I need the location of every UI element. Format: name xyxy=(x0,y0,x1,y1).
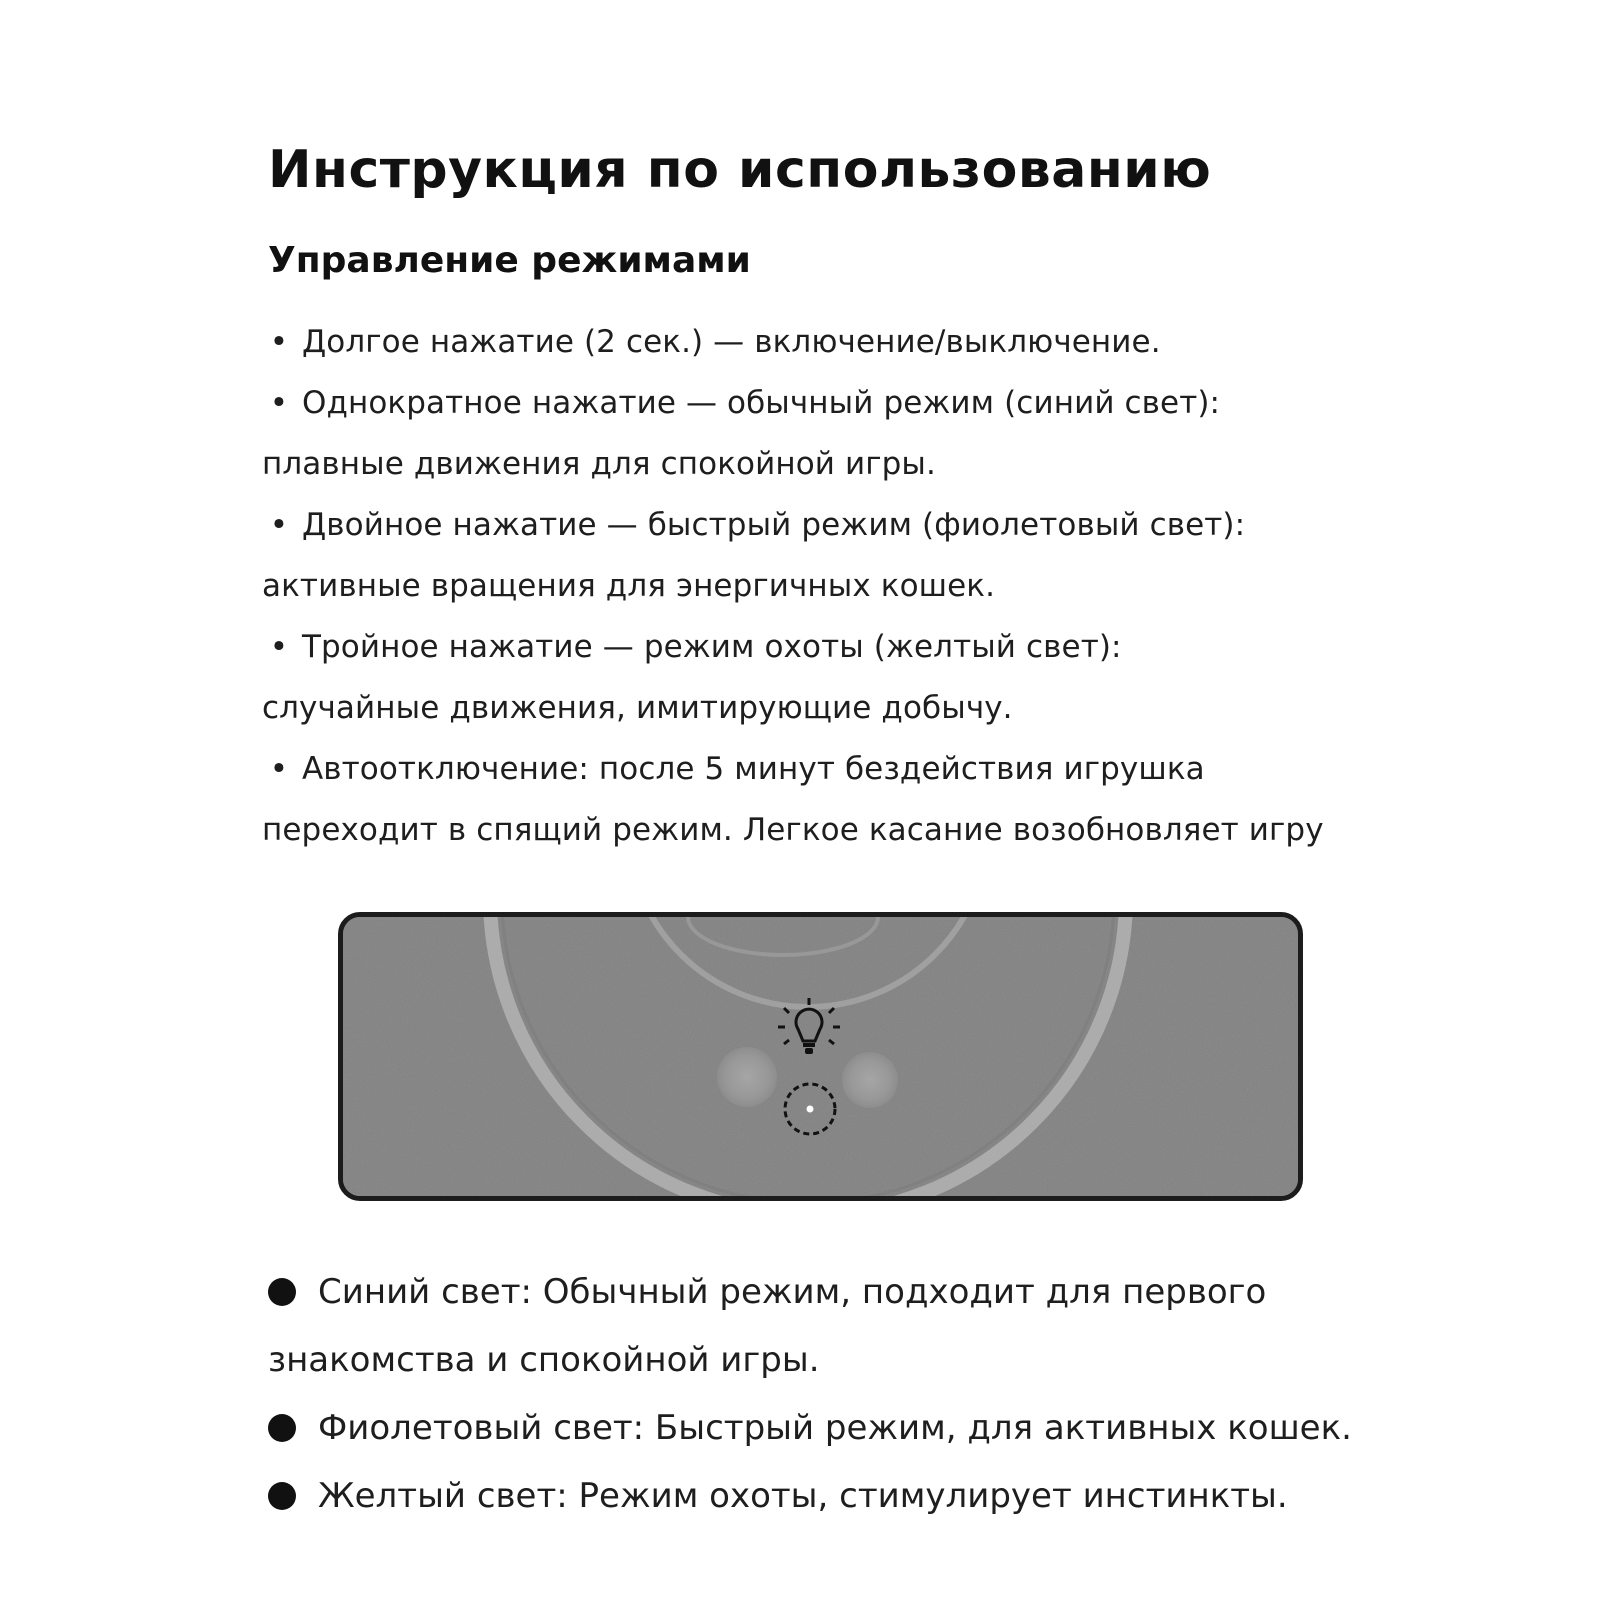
light-modes-legend xyxy=(268,1258,1418,1530)
instruction-item-power xyxy=(262,312,1372,373)
instruction-item-double-press xyxy=(262,495,1372,617)
device-illustration xyxy=(343,917,1298,1196)
instruction-text: Двойное нажатие — быстрый режим (фиолетовый свет): xyxy=(301,507,1246,543)
instructions-list xyxy=(262,312,1372,861)
page-title: Инструкция по использованию xyxy=(268,140,1212,200)
instruction-item-triple-press xyxy=(262,617,1372,739)
bullet-marker: • xyxy=(269,629,289,665)
right-sensor-bump xyxy=(842,1052,898,1108)
legend-dot xyxy=(268,1278,296,1306)
legend-item-blue xyxy=(268,1258,1418,1394)
legend-text-continued: знакомства и спокойной игры. xyxy=(268,1340,820,1380)
bullet-marker: • xyxy=(269,324,289,360)
instruction-text-continued: активные вращения для энергичных кошек. xyxy=(262,568,996,604)
instruction-text: Тройное нажатие — режим охоты (желтый свет): xyxy=(301,629,1122,665)
instruction-item-auto-off xyxy=(262,739,1372,861)
instruction-text-continued: случайные движения, имитирующие добычу. xyxy=(262,690,1013,726)
instruction-text: Автоотключение: после 5 минут бездействия игрушка xyxy=(301,751,1205,787)
legend-text: Фиолетовый свет: Быстрый режим, для активных кошек. xyxy=(318,1408,1352,1448)
legend-dot xyxy=(268,1414,296,1442)
device-photo xyxy=(338,912,1303,1201)
bullet-marker: • xyxy=(269,507,289,543)
section-title: Управление режимами xyxy=(268,240,751,281)
instruction-text-continued: переходит в спящий режим. Легкое касание возобновляет игру xyxy=(262,812,1324,848)
legend-dot xyxy=(268,1482,296,1510)
device-surface xyxy=(343,917,1298,1196)
legend-text: Синий свет: Обычный режим, подходит для первого xyxy=(318,1272,1267,1312)
legend-item-yellow xyxy=(268,1462,1418,1530)
legend-text: Желтый свет: Режим охоты, стимулирует инстинкты. xyxy=(318,1476,1288,1516)
bullet-marker: • xyxy=(269,385,289,421)
bullet-marker: • xyxy=(269,751,289,787)
instruction-text-continued: плавные движения для спокойной игры. xyxy=(262,446,936,482)
instruction-item-single-press xyxy=(262,373,1372,495)
instruction-text: Долгое нажатие (2 сек.) — включение/выключение. xyxy=(301,324,1161,360)
legend-item-violet xyxy=(268,1394,1418,1462)
instruction-text: Однократное нажатие — обычный режим (синий свет): xyxy=(301,385,1221,421)
left-sensor-bump xyxy=(717,1047,777,1107)
